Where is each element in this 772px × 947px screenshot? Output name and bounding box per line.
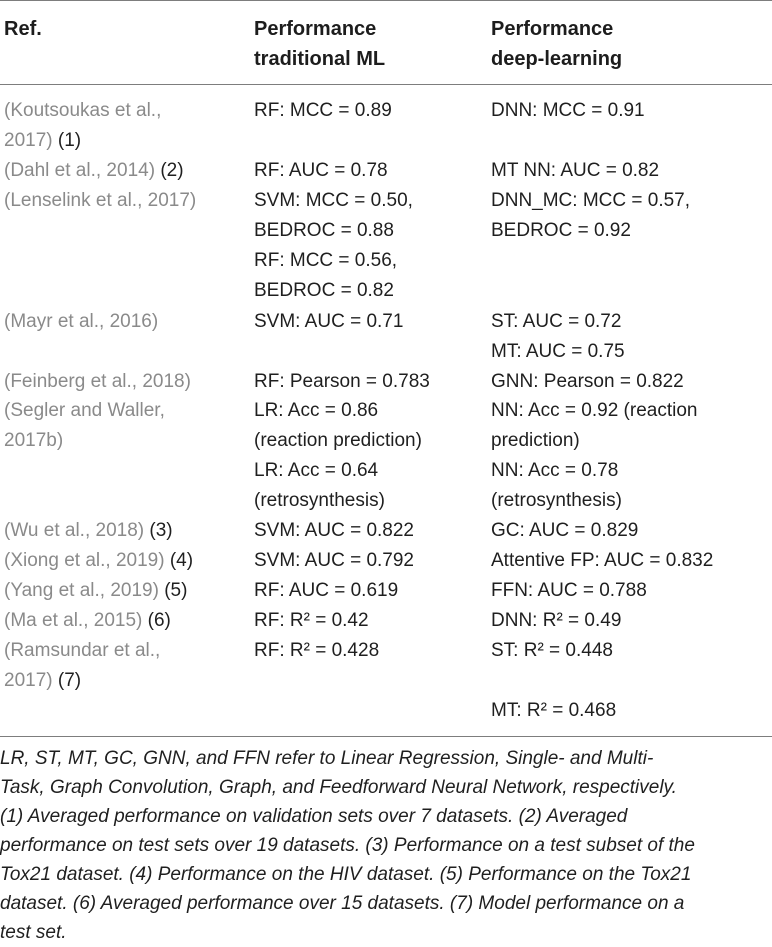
- header-rule: [0, 84, 772, 85]
- table-row-ref: [4, 186, 196, 216]
- table-row-ref: [4, 546, 193, 576]
- footnote-line: performance on test sets over 19 datasets. (3) Performance on a test subset of the: [0, 835, 695, 856]
- header-deep-learning: [491, 14, 622, 74]
- dl-value: FFN: AUC = 0.788: [491, 580, 647, 601]
- table-row-dl: [491, 156, 659, 186]
- table-row-ml: [254, 516, 414, 546]
- ref-text: [4, 156, 184, 186]
- ref-text: [4, 516, 173, 546]
- table-row-dl: [491, 576, 647, 606]
- ml-value: LR: Acc = 0.86: [254, 400, 379, 421]
- ml-value: RF: R² = 0.42: [254, 610, 369, 631]
- table-row-dl: [491, 396, 697, 516]
- table-row-ml: [254, 396, 422, 516]
- table-row-ref: [4, 606, 171, 636]
- table-row-ref: [4, 156, 184, 186]
- footnote-line: Task, Graph Convolution, Graph, and Feedforward Neural Network, respectively.: [0, 777, 677, 798]
- dl-spacer: [491, 666, 616, 696]
- table-row-dl: [491, 636, 616, 726]
- table-row-dl: [491, 307, 625, 367]
- ref-text-line2: [4, 666, 160, 696]
- ref-number: (6): [147, 610, 171, 631]
- ml-value: BEDROC = 0.82: [254, 280, 394, 301]
- dl-value: GNN: Pearson = 0.822: [491, 371, 684, 392]
- table-row-ref: [4, 516, 173, 546]
- dl-value: MT: AUC = 0.75: [491, 341, 625, 362]
- table-row-ml: [254, 307, 403, 337]
- bottom-rule: [0, 736, 772, 737]
- ml-value: RF: AUC = 0.78: [254, 160, 388, 181]
- ml-value: SVM: MCC = 0.50,: [254, 190, 413, 211]
- ref-number: (4): [169, 550, 194, 571]
- ref-text-line2: [4, 126, 161, 156]
- dl-value: BEDROC = 0.92: [491, 220, 631, 241]
- ref-text: (Lenselink et al., 2017): [4, 190, 197, 211]
- dl-value: DNN: R² = 0.49: [491, 610, 622, 631]
- ref-text: (Segler and Waller,: [4, 400, 165, 421]
- header-ref-label: Ref.: [4, 18, 42, 40]
- dl-value: prediction): [491, 430, 580, 451]
- table-row-ml: [254, 186, 413, 306]
- ref-citation: (Ma et al., 2015): [4, 610, 143, 631]
- table-row-ml: [254, 96, 392, 126]
- header-traditional-ml: [254, 14, 385, 74]
- table-row-ml: [254, 367, 430, 397]
- dl-value: (retrosynthesis): [491, 490, 622, 511]
- table-row-ref: [4, 307, 158, 337]
- table-row-ref: [4, 576, 187, 606]
- ref-citation: (Wu et al., 2018): [4, 520, 145, 541]
- footnote-line: (1) Averaged performance on validation sets over 7 datasets. (2) Averaged: [0, 806, 628, 827]
- table-row-dl: [491, 186, 690, 246]
- dl-value: ST: R² = 0.448: [491, 640, 613, 661]
- ref-year: 2017): [4, 670, 53, 691]
- ml-value: (retrosynthesis): [254, 490, 385, 511]
- dl-value: Attentive FP: AUC = 0.832: [491, 550, 714, 571]
- footnote-line: test set.: [0, 922, 67, 943]
- ml-value: (reaction prediction): [254, 430, 422, 451]
- header-traditional-ml-line2: traditional ML: [254, 48, 386, 70]
- dl-value: MT NN: AUC = 0.82: [491, 160, 660, 181]
- ref-text-line2: 2017b): [4, 430, 64, 451]
- ref-text: (Koutsoukas et al.,: [4, 100, 162, 121]
- ml-value: RF: AUC = 0.619: [254, 580, 399, 601]
- ml-value: LR: Acc = 0.64: [254, 460, 379, 481]
- ref-text: (Mayr et al., 2016): [4, 311, 159, 332]
- ref-text: (Ramsundar et al.,: [4, 640, 161, 661]
- ref-citation: (Dahl et al., 2014): [4, 160, 156, 181]
- dl-value: DNN_MC: MCC = 0.57,: [491, 190, 691, 211]
- header-traditional-ml-line1: Performance: [254, 18, 377, 40]
- ref-number: (5): [164, 580, 188, 601]
- table-row-dl: [491, 546, 713, 576]
- table-row-dl: [491, 367, 684, 397]
- footnote-line: dataset. (6) Averaged performance over 15 datasets. (7) Model performance on a: [0, 893, 685, 914]
- table-row-dl: [491, 606, 621, 636]
- dl-value: DNN: MCC = 0.91: [491, 100, 645, 121]
- header-deep-learning-line1: Performance: [491, 18, 614, 40]
- header-deep-learning-line2: deep-learning: [491, 48, 623, 70]
- table-row-dl: [491, 96, 645, 126]
- table-row-ref: [4, 396, 165, 456]
- dl-value: NN: Acc = 0.92 (reaction: [491, 400, 698, 421]
- ref-year: 2017): [4, 130, 53, 151]
- table-row-ref: [4, 96, 161, 156]
- table-footnote: [0, 744, 772, 947]
- table-row-ml: [254, 576, 398, 606]
- ml-value: SVM: AUC = 0.71: [254, 311, 404, 332]
- table-row-ref: [4, 367, 191, 397]
- dl-value: NN: Acc = 0.78: [491, 460, 619, 481]
- ref-number: (7): [57, 670, 82, 691]
- table-row-ml: [254, 606, 369, 636]
- ml-value: RF: MCC = 0.89: [254, 100, 392, 121]
- ml-value: RF: MCC = 0.56,: [254, 250, 398, 271]
- table-row-dl: [491, 516, 638, 546]
- ref-text: [4, 546, 193, 576]
- ref-number: (2): [160, 160, 184, 181]
- top-rule: [0, 0, 772, 1]
- footnote-line: Tox21 dataset. (4) Performance on the HIV dataset. (5) Performance on the Tox21: [0, 864, 692, 885]
- ref-text: [4, 576, 187, 606]
- header-ref: [4, 14, 42, 44]
- dl-value: MT: R² = 0.468: [491, 700, 617, 721]
- ref-text: [4, 606, 171, 636]
- ref-citation: (Yang et al., 2019): [4, 580, 159, 601]
- table-row-ml: [254, 546, 414, 576]
- table-row-ml: [254, 636, 379, 666]
- ref-number: (3): [149, 520, 173, 541]
- table-row-ml: [254, 156, 388, 186]
- ml-value: RF: R² = 0.428: [254, 640, 380, 661]
- ref-text: (Feinberg et al., 2018): [4, 371, 191, 392]
- ml-value: RF: Pearson = 0.783: [254, 371, 430, 392]
- dl-value: GC: AUC = 0.829: [491, 520, 639, 541]
- ref-citation: (Xiong et al., 2019): [4, 550, 165, 571]
- ml-value: SVM: AUC = 0.792: [254, 550, 414, 571]
- dl-value: ST: AUC = 0.72: [491, 311, 622, 332]
- table-row-ref: [4, 636, 160, 696]
- footnote-line: LR, ST, MT, GC, GNN, and FFN refer to Linear Regression, Single- and Multi-: [0, 748, 654, 769]
- ml-value: SVM: AUC = 0.822: [254, 520, 414, 541]
- ml-value: BEDROC = 0.88: [254, 220, 394, 241]
- ref-number: (1): [57, 130, 82, 151]
